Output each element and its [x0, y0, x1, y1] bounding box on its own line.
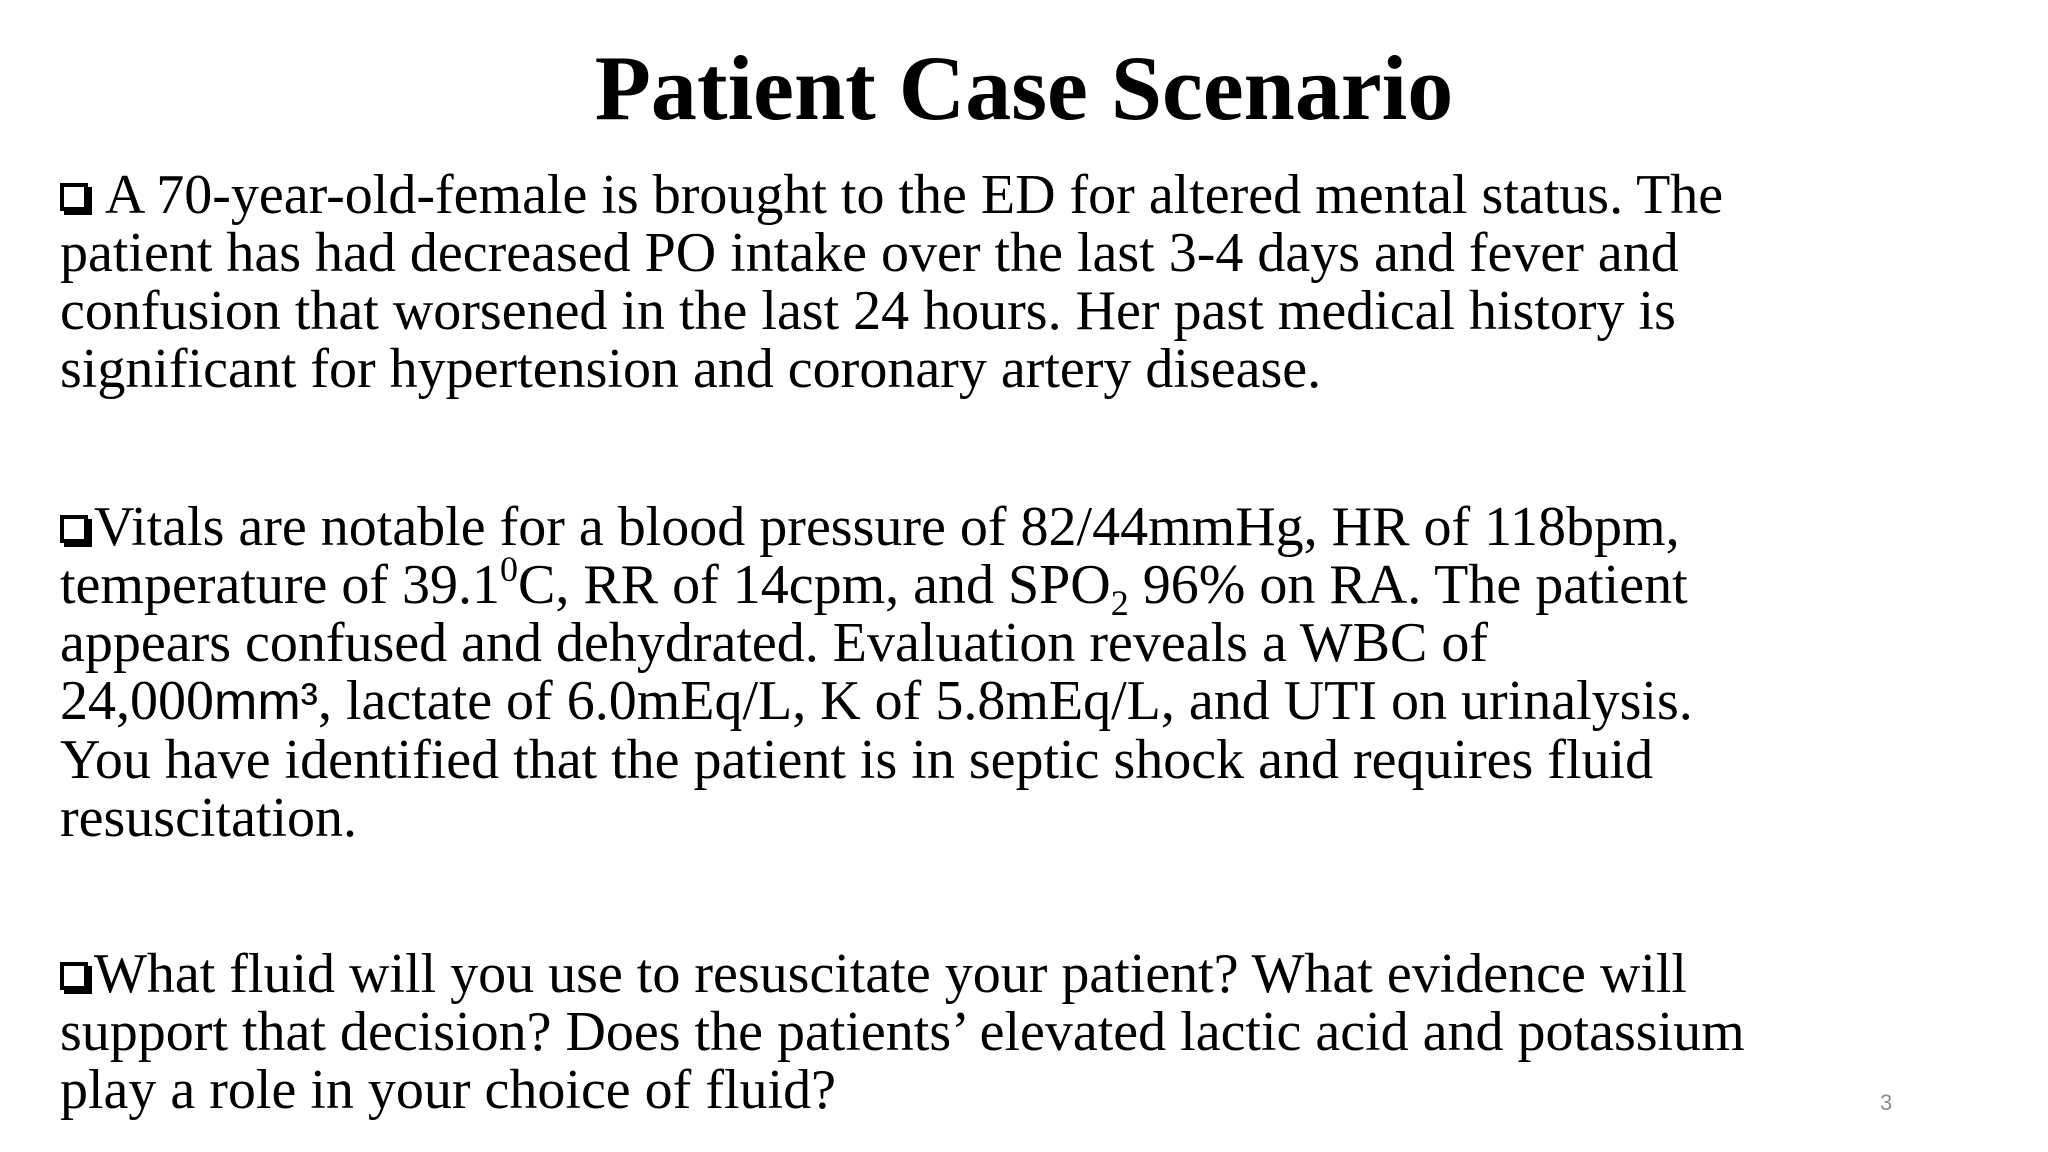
- bullet-vitals: [60, 498, 1973, 847]
- bullet-line: [60, 670, 1973, 732]
- text-fragment: , lactate of 6.0mEq/L, K of 5.8mEq/L, and UTI on urinalysis.: [317, 670, 1693, 732]
- bullet-line: appears confused and dehydrated. Evaluation reveals a WBC of: [60, 612, 1488, 674]
- bullet-line: [93, 498, 1973, 556]
- page-number: 3: [1880, 1090, 1893, 1115]
- unit-text: mm³: [214, 673, 318, 731]
- bullet-line: confusion that worsened in the last 24 hours. Her past medical history is: [60, 280, 1676, 342]
- bullet-line: [93, 945, 1973, 1003]
- subscript: 2: [1110, 583, 1129, 623]
- bullet-text: A 70-year-old-female is brought to the ED for altered mental status. The: [104, 164, 1724, 226]
- bullet-line: play a role in your choice of fluid?: [60, 1059, 836, 1121]
- checkbox-square-icon: [60, 515, 88, 543]
- bullet-line: patient has had decreased PO intake over the last 3-4 days and fever and: [60, 222, 1679, 284]
- bullet-line: [60, 549, 1973, 623]
- text-fragment: C, RR of 14cpm, and SPO: [518, 554, 1111, 616]
- bullet-line: You have identified that the patient is in septic shock and requires fluid: [60, 729, 1654, 791]
- checkbox-square-icon: [60, 962, 88, 990]
- bullet-line: [93, 166, 1973, 224]
- bullet-line: significant for hypertension and coronary artery disease.: [60, 338, 1322, 400]
- superscript: 0: [500, 549, 519, 589]
- bullet-case-description: [60, 166, 1973, 398]
- text-fragment: temperature of 39.1: [60, 554, 501, 616]
- text-fragment: 24,000: [60, 670, 214, 732]
- checkbox-square-icon: [60, 183, 88, 211]
- bullet-text: Vitals are notable for a blood pressure of 82/44mmHg, HR of 118bpm,: [94, 496, 1680, 558]
- slide-title: Patient Case Scenario: [594, 37, 1454, 139]
- bullet-line: resuscitation.: [60, 787, 358, 849]
- bullet-text: What fluid will you use to resuscitate your patient? What evidence will: [94, 943, 1687, 1005]
- bullet-question: [60, 945, 1973, 1119]
- text-fragment: 96% on RA. The patient: [1128, 554, 1688, 616]
- bullet-line: support that decision? Does the patients’ elevated lactic acid and potassium: [60, 1001, 1745, 1063]
